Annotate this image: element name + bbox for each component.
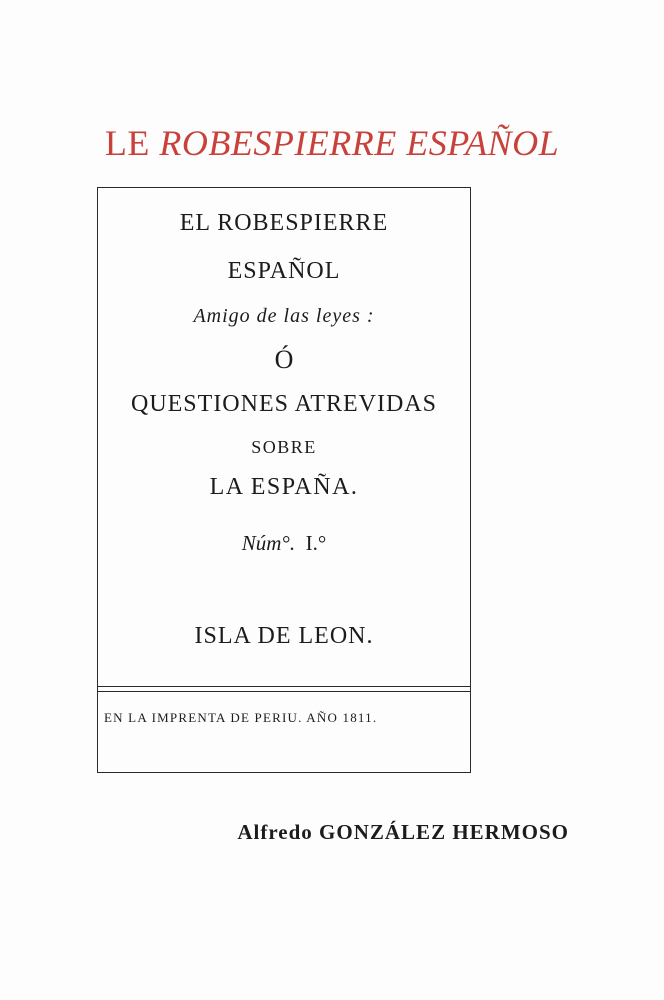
author-name: Alfredo GONZÁLEZ HERMOSO xyxy=(237,820,569,844)
divider-rule-upper xyxy=(98,686,470,687)
facsimile-subtitle: Amigo de las leyes : xyxy=(193,305,375,327)
cover-title-prefix: LE xyxy=(104,123,160,163)
cover-title-italic: ROBESPIERRE ESPAÑOL xyxy=(159,123,560,163)
facsimile-title-line-1: EL ROBESPIERRE xyxy=(179,210,389,236)
facsimile-title-line-2: ESPAÑOL xyxy=(227,258,341,284)
facsimile-title-line-4: SOBRE xyxy=(251,437,317,457)
divider-rule-lower xyxy=(98,691,470,692)
title-page-facsimile xyxy=(97,187,471,773)
facsimile-title-line-5: LA ESPAÑA. xyxy=(209,474,359,500)
facsimile-conjunction: Ó xyxy=(274,345,294,374)
cover-title xyxy=(0,122,664,164)
issue-number-value: I.° xyxy=(305,531,327,555)
facsimile-title-line-3: QUESTIONES ATREVIDAS xyxy=(130,391,437,417)
issue-number-label: Núm°. xyxy=(241,531,296,555)
facsimile-imprint: EN LA IMPRENTA DE PERIU. AÑO 1811. xyxy=(104,710,378,725)
facsimile-issue-number xyxy=(98,531,470,556)
facsimile-place: ISLA DE LEON. xyxy=(194,623,374,649)
